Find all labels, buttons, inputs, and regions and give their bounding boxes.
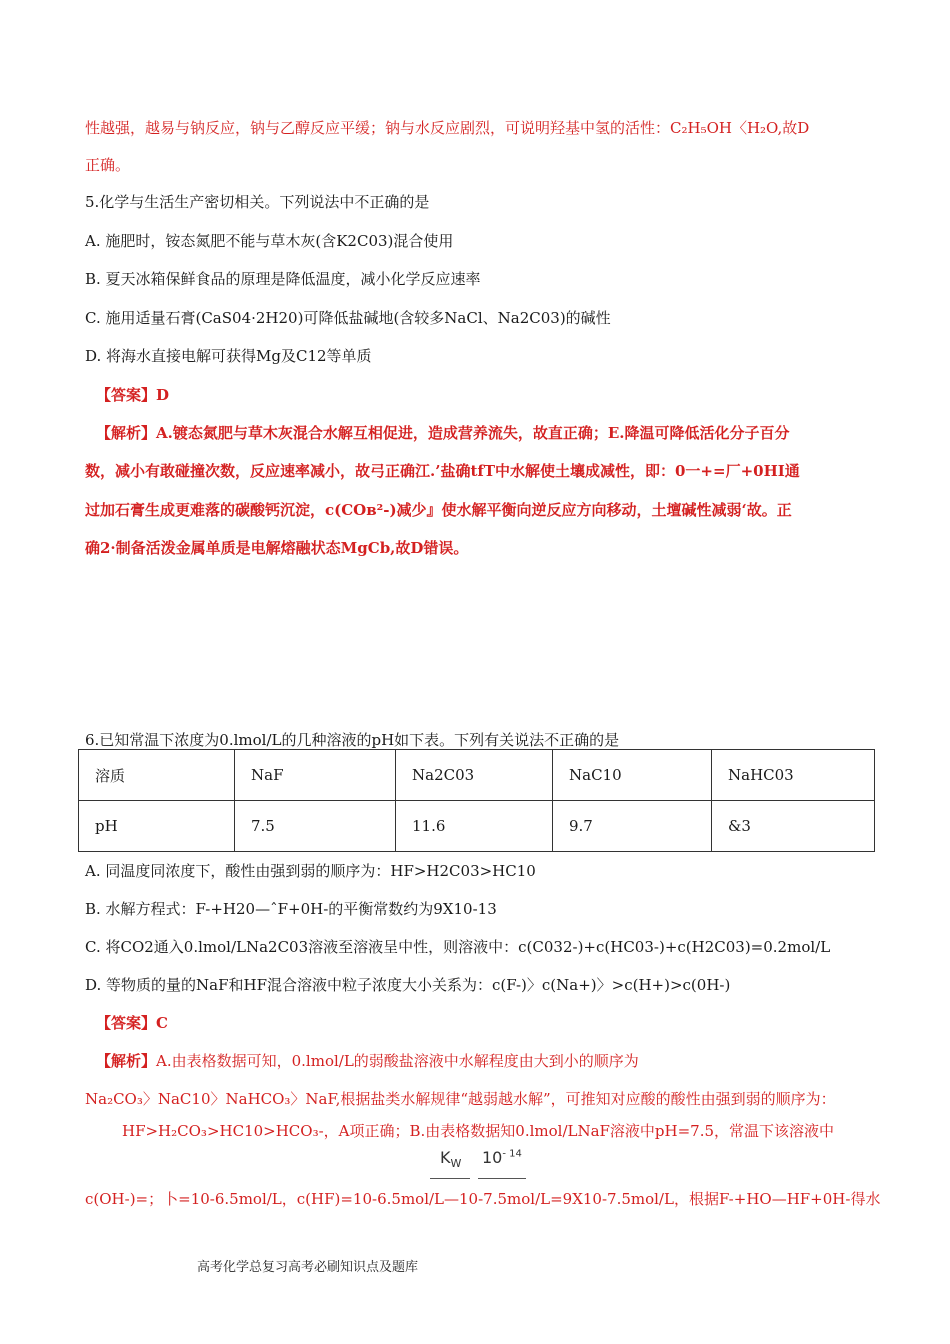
analysis-line: 性越强，越易与钠反应，钠与乙醇反应平缓；钠与水反应剧烈，可说明羟基中氢的活性：C₂H₅OH〈H₂O,故D [85,119,810,137]
analysis-6-line-2: Na₂CO₃〉NaC10〉NaHCO₃〉NaF,根据盐类水解规律“越弱越水解”，可推知对应酸的酸性由强到弱的顺序为： [85,1090,836,1108]
analysis-tag: 【解析】 [96,1052,157,1070]
analysis-6-line-4: c(OH-)=；卜=10-6.5mol/L，c(HF)=10-6.5mol/L—10-7.5mol/L=9X10-7.5mol/L，根据F-+HO—HF+0H-得水 [85,1190,881,1208]
page-footer: 高考化学总复习高考必刷知识点及题库 [197,1260,419,1275]
option-c: C. 施用适量石膏(CaS04·2H20)可降低盐碱地(含较多NaCl、Na2C03)的碱性 [85,309,611,327]
analysis-text: A.由表格数据可知，0.lmol/L的弱酸盐溶液中水解程度由大到小的顺序为 [156,1052,639,1070]
table-header-row [79,750,875,801]
option-b: B. 水解方程式：F-+H20—ˆF+0H-的平衡常数约为9X10-13 [85,900,497,918]
table-cell: NaF [235,750,396,801]
table-row [79,801,875,852]
answer-value: D [156,386,170,404]
question-5-stem: 5.化学与生活生产密切相关。下列说法中不正确的是 [85,193,430,211]
analysis-6-line-3: HF>H₂CO₃>HC10>HCO₃-，A项正确；B.由表格数据知0.lmol/LNaF溶液中pH=7.5，常温下该溶液中 [122,1122,835,1140]
analysis-6-line-1 [96,1051,639,1071]
analysis-5-line-4: 确2·制备活泼金属单质是电解熔融状态MgCb,故D错误。 [85,539,469,557]
option-c: C. 将CO2通入0.lmol/LNa2C03溶液至溶液呈中性，则溶液中：c(C032-)+c(HC03-)+c(H2C03)=0.2mol/L [85,938,831,956]
table-cell: Na2C03 [396,750,553,801]
ten-power: $10^{- 14}$ [482,1148,522,1167]
analysis-5-line-2: 数，减小有敢碰撞次数，反应速率减小，故弓正确江.’盐确tfT中水解使土壤成减性，即：0一+=厂+0HI通 [85,462,800,480]
analysis-5-line-3: 过加石膏生成更难落的碳酸钙沉淀，c(COв²-)减少』使水解平衡向逆反应方向移动，土壇碱性减弱‘故。正 [85,501,792,519]
option-d: D. 将海水直接电解可获得Mg及C12等单质 [85,347,372,365]
table-cell: &3 [712,801,875,852]
table-cell: 11.6 [396,801,553,852]
option-d: D. 等物质的量的NaF和HF混合溶液中粒子浓度大小关系为：c(F-)〉c(Na+)〉>c(H+)>c(0H-) [85,976,731,994]
answer-value: C [156,1014,168,1032]
question-6-stem: 6.已知常温下浓度为0.lmol/L的几种溶液的pH如下表。下列有关说法不正确的是 [85,731,620,749]
table-cell: NaC10 [553,750,712,801]
table-cell: 7.5 [235,801,396,852]
option-b: B. 夏天冰箱保鲜食品的原理是降低温度，减小化学反应速率 [85,270,481,288]
option-a: A. 同温度同浓度下，酸性由强到弱的顺序为：HF>H2C03>HC10 [85,862,536,880]
ph-table [78,749,875,852]
answer-tag: 【答案】 [96,386,157,404]
kw-symbol: $K_W$ [440,1148,462,1171]
table-cell: 溶质 [79,750,235,801]
option-a: A. 施肥时，铵态氮肥不能与草木灰(含K2C03)混合使用 [85,232,454,250]
analysis-tag: 【解析】 [96,424,157,442]
answer-tag: 【答案】 [96,1014,157,1032]
fraction-bar [430,1178,470,1179]
table-cell: pH [79,801,235,852]
analysis-line: 正确。 [85,156,131,174]
analysis-text: A.镀态氮肥与草木灰混合水解互相促进，造成营养流失，故直正确；E.降温可降低活化分子百分 [156,424,790,442]
answer-6 [96,1013,168,1033]
table-cell: NaHC03 [712,750,875,801]
analysis-5-line-1 [96,423,790,443]
fraction-bar [478,1178,526,1179]
answer-5 [96,385,169,405]
table-cell: 9.7 [553,801,712,852]
